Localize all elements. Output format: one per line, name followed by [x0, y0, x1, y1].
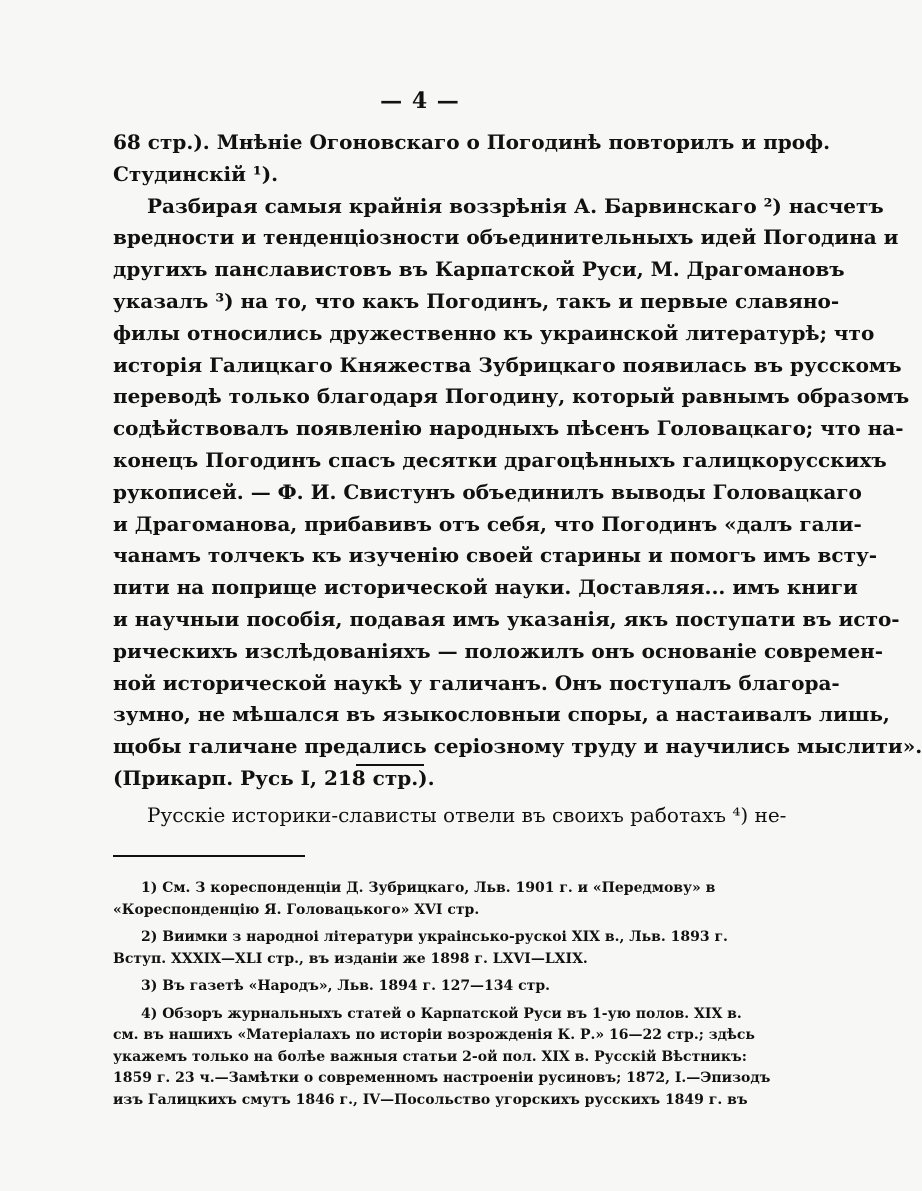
text-line: рукописей. — Ф. И. Свистунъ объединилъ выводы Головацкаго — [113, 479, 862, 504]
footnotes — [113, 878, 771, 1117]
text-line: Русскіе историки-слависты отвели въ своихъ работахъ ⁴) не- — [147, 803, 787, 827]
footnote-2 — [113, 927, 728, 970]
text-line: щобы галичане предались серіозному труду и научились мыслити». — [113, 734, 922, 759]
text-line: филы относились дружественно къ украинской литературѣ; что — [113, 320, 875, 345]
text-line: вредности и тенденціозности объединительныхъ идей Погодина и — [113, 225, 899, 250]
footnote-line: 2) Виимки з народноі літератури украінсько-рускоі XIX в., Льв. 1893 г. — [141, 929, 728, 945]
footnote-line: укажемъ только на болѣе важныя статьи 2-ой пол. XIX в. Русскій Вѣстникъ: — [113, 1048, 747, 1065]
text-line: конецъ Погодинъ спасъ десятки драгоцѣнныхъ галицкорусскихъ — [113, 447, 887, 472]
text-line: пити на поприще исторической науки. Доставляя... имъ книги — [113, 575, 858, 600]
text-line: Студинскій ¹). — [113, 161, 279, 186]
section-divider — [356, 764, 424, 766]
page-number: — 4 — — [380, 88, 460, 114]
paragraph-1 — [113, 127, 831, 191]
footnote-line: изъ Галицкихъ смутъ 1846 г., IV—Посольство угорскихъ русскихъ 1849 г. въ — [113, 1091, 748, 1108]
footnote-line: 1859 г. 23 ч.—Замѣтки о современномъ настроеніи русиновъ; 1872, I.—Эпизодъ — [113, 1070, 771, 1086]
text-line: исторія Галицкаго Княжества Зубрицкаго появилась въ русскомъ — [113, 352, 902, 377]
footnote-line: 1) См. З кореспонденціи Д. Зубрицкаго, Льв. 1901 г. и «Передмову» в — [141, 880, 716, 896]
text-line: Разбирая самыя крайнія воззрѣнія А. Барвинскаго ²) насчетъ — [147, 193, 884, 218]
footnote-line: 3) Въ газетѣ «Народъ», Льв. 1894 г. 127—134 стр. — [141, 978, 551, 994]
text-line: и Драгоманова, прибавивъ отъ себя, что Погодинъ «далъ гали- — [113, 511, 862, 536]
section-2-text — [113, 800, 787, 832]
text-line: и научныи пособія, подавая имъ указанія, якъ поступати въ исто- — [113, 606, 900, 631]
text-line: рическихъ изслѣдованіяхъ — положилъ онъ основаніе современ- — [113, 638, 884, 663]
main-text — [113, 127, 922, 795]
text-line: 68 стр.). Мнѣніе Огоновскаго о Погодинѣ повторилъ и проф. — [113, 130, 831, 154]
text-line: содѣйствовалъ появленію народныхъ пѣсенъ Головацкаго; что на- — [113, 416, 904, 441]
text-line: зумно, не мѣшался въ языкословныи споры, а настаивалъ лишь, — [113, 702, 890, 727]
text-line: (Прикарп. Русь I, 218 стр.). — [113, 765, 435, 790]
footnote-4 — [113, 1004, 771, 1112]
text-line: ной исторической наукѣ у галичанъ. Онъ поступалъ благора- — [113, 670, 840, 695]
footnote-line: «Кореспонденцію Я. Головацького» XVI стр. — [113, 901, 480, 918]
text-line: указалъ ³) на то, что какъ Погодинъ, такъ и первые славяно- — [113, 288, 840, 313]
paragraph-2 — [113, 191, 922, 795]
footnote-line: 4) Обзоръ журнальныхъ статей о Карпатской Руси въ 1-ую полов. XIX в. — [141, 1005, 742, 1022]
text-line: чанамъ толчекъ къ изученію своей старины и помогъ имъ всту- — [113, 543, 878, 568]
footnote-line: Вступ. XXXIX—XLI стр., въ изданіи же 1898 г. LXVI—LXIX. — [113, 950, 588, 967]
footnote-1 — [113, 878, 716, 921]
footnote-line: см. въ нашихъ «Матеріалахъ по исторіи возрожденія К. Р.» 16—22 стр.; здѣсь — [113, 1027, 755, 1043]
text-line: другихъ панславистовъ въ Карпатской Руси, М. Драгомановъ — [113, 257, 845, 282]
footnote-divider — [113, 855, 305, 857]
text-line: переводѣ только благодаря Погодину, который равнымъ образомъ — [113, 384, 910, 409]
footnote-3 — [113, 976, 700, 998]
